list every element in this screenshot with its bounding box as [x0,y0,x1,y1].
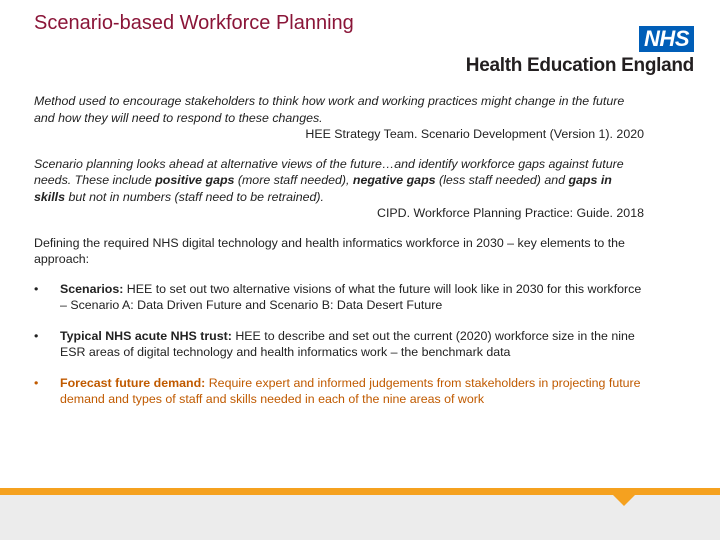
cipd-citation: CIPD. Workforce Planning Practice: Guide. 2018 [377,206,644,220]
list-item [34,375,644,408]
method-text: Method used to encourage stakeholders to think how work and working practices might change in the future and how they will need to respond to these changes. [34,94,625,125]
bullet-label: Forecast future demand: [60,375,206,390]
approach-intro: Defining the required NHS digital technology and health informatics workforce in 2030 – key elements to the approach: [34,235,625,266]
bullet-marker: • [34,375,39,390]
scenario-planning-text [34,156,644,206]
sp-text-2: (more staff needed), [234,173,353,187]
bullet-text: HEE to set out two alternative visions of what the future will look like in 2030 for this workforce – Scenario A: Data Driven Future and Scenario B: Data Desert Future [60,281,642,312]
footer-notch [612,494,636,506]
sp-text-3: (less staff needed) and [435,173,569,187]
bullet-text: Require expert and informed judgements from stakeholders in projecting future demand and types of staff and skills needed in each of the nine areas of work [60,375,641,406]
page-title: Scenario-based Workforce Planning [34,12,354,34]
bullet-label: Typical NHS acute NHS trust: [60,328,232,343]
sp-negative-gaps: negative gaps [352,173,436,187]
sp-gaps-in-skills: gaps in skills [34,173,612,204]
sp-text-4: but not in numbers (staff need to be retrained). [65,189,324,204]
method-paragraph [34,93,644,143]
scenario-planning-paragraph [34,156,644,222]
list-item [34,328,644,361]
approach-list [34,281,644,408]
method-citation: HEE Strategy Team. Scenario Development (Version 1). 2020 [305,127,644,141]
bullet-marker: • [34,281,39,296]
nhs-logo-mark: NHS [639,26,694,52]
bullet-marker: • [34,328,39,343]
hee-logo-text: Health Education England [465,55,694,76]
slide-content [34,93,644,422]
sp-positive-gaps: positive gaps [155,173,235,187]
bullet-label: Scenarios: [60,281,124,296]
sp-text-1: Scenario planning looks ahead at alternative views of the future…and identify workforce gaps against future needs. These include [34,156,624,187]
list-item [34,281,644,314]
nhs-hee-logo [466,26,694,77]
bullet-text: HEE to describe and set out the current (2020) workforce size in the nine ESR areas of digital technology and health informatics work – the benchmark data [60,328,635,359]
